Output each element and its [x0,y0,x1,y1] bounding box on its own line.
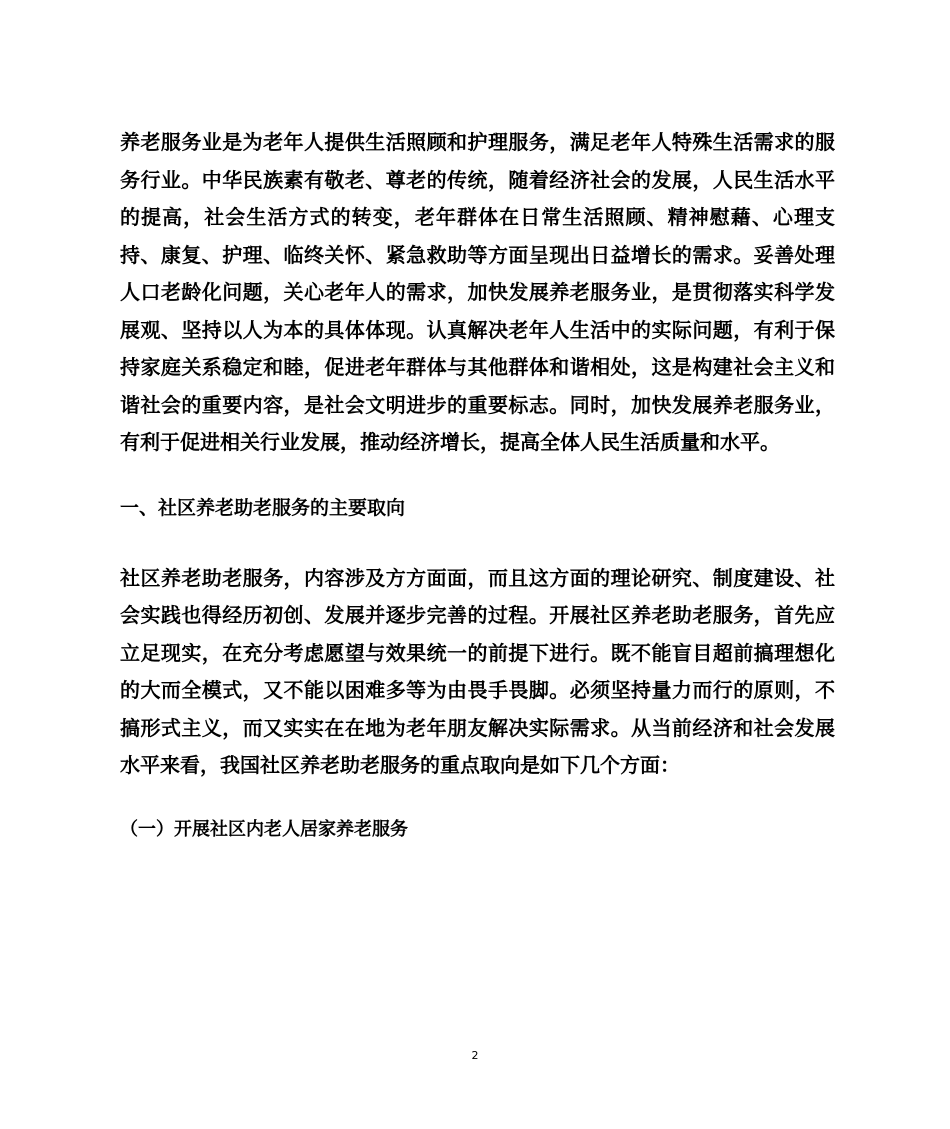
spacer [120,462,835,492]
spacer [120,785,835,815]
intro-paragraph: 养老服务业是为老年人提供生活照顾和护理服务，满足老年人特殊生活需求的服务行业。中华民族素有敬老、尊老的传统，随着经济社会的发展，人民生活水平的提高，社会生活方式的转变，老年群体在日常生活照顾、精神慰藉、心理支持、康复、护理、临终关怀、紧急救助等方面呈现出日益增长的需求。妥善处理人口老龄化问题，关心老年人的需求，加快发展养老服务业，是贯彻落实科学发展观、坚持以人为本的具体体现。认真解决老年人生活中的实际问题，有利于保持家庭关系稳定和睦，促进老年群体与其他群体和谐相处，这是构建社会主义和谐社会的重要内容，是社会文明进步的重要标志。同时，加快发展养老服务业，有利于促进相关行业发展，推动经济增长，提高全体人民生活质量和水平。 [120,130,835,454]
page-number: 2 [471,1049,479,1062]
spacer [120,524,835,560]
section-heading: 一、社区养老助老服务的主要取向 [120,496,406,519]
section-paragraph: 社区养老助老服务，内容涉及方方面面，而且这方面的理论研究、制度建设、社会实践也得经历初创、发展并逐步完善的过程。开展社区养老助老服务，首先应立足现实，在充分考虑愿望与效果统一的前提下进行。既不能盲目超前搞理想化的大而全模式，又不能以困难多等为由畏手畏脚。必须坚持量力而行的原则，不搞形式主义，而又实实在在地为老年朋友解决实际需求。从当前经济和社会发展水平来看，我国社区养老助老服务的重点取向是如下几个方面： [120,565,835,777]
subsection-heading: （一）开展社区内老人居家养老服务 [120,818,408,840]
document-body [120,124,835,845]
